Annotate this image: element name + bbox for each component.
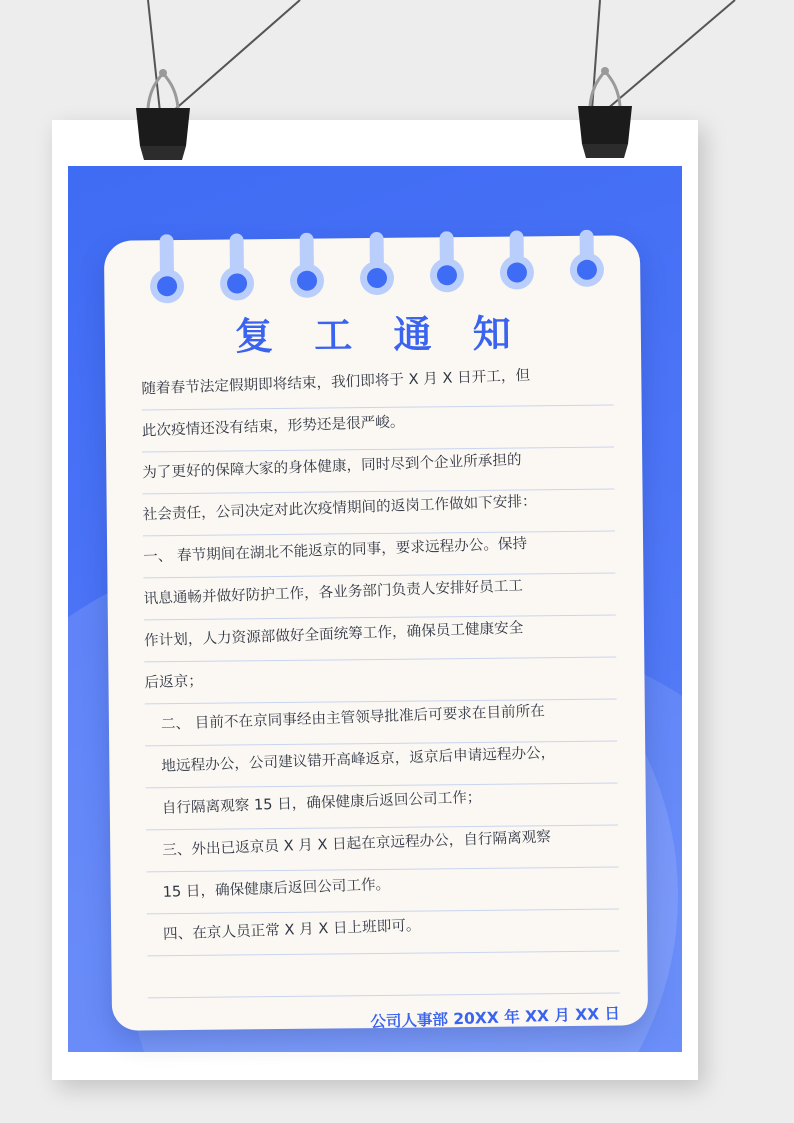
notice-line-text: 为了更好的保障大家的身体健康，同时尽到个企业所承担的 (142, 451, 522, 482)
notice-line-text: 三、外出已返京员 X 月 X 日起在京远程办公，自行隔离观察 (161, 828, 552, 859)
signature-line (148, 993, 620, 1030)
notice-line-blank (147, 951, 619, 998)
notice-line (144, 615, 616, 662)
notice-line-text: 此次疫情还没有结束，形势还是很严峻。 (141, 413, 405, 440)
notice-line (147, 909, 619, 956)
notice-line-text: 社会责任，公司决定对此次疫情期间的返岗工作做如下安排： (142, 492, 537, 524)
notice-line-text: 自行隔离观察 15 日，确保健康后返回公司工作； (161, 788, 482, 817)
signature-text: 公司人事部 20XX 年 XX 月 XX 日 (370, 1004, 621, 1031)
notice-line-text: 作计划，人力资源部做好全面统筹工作，确保员工健康安全 (143, 619, 524, 650)
notice-line-text: 四、在京人员正常 X 月 X 日上班即可。 (162, 916, 421, 943)
spiral-rings (108, 229, 645, 325)
hanging-strings (0, 0, 794, 200)
notice-line-text: 随着春节法定假期即将结束，我们即将于 X 月 X 日开工，但 (141, 366, 531, 398)
notepad-card (104, 235, 648, 1031)
notice-line-text: 后返京； (144, 672, 204, 692)
notice-line-text: 讯息通畅并做好防护工作，各业务部门负责人安排好员工工 (143, 577, 524, 608)
notice-line-text: 15 日，确保健康后返回公司工作。 (162, 875, 391, 901)
notice-body (141, 364, 620, 1031)
notice-line-text: 地远程办公，公司建议错开高峰返京，返京后申请远程办公， (161, 744, 556, 775)
notice-line-text: 二、 目前不在京同事经由主管领导批准后可要求在目前所在 (160, 702, 546, 733)
page-title: 复 工 通 知 (234, 311, 525, 359)
binder-clip-left (136, 69, 190, 160)
notice-line-text: 一、 春节期间在湖北不能返京的同事，要求远程办公。保持 (142, 535, 528, 566)
binder-clip-right (578, 67, 632, 158)
